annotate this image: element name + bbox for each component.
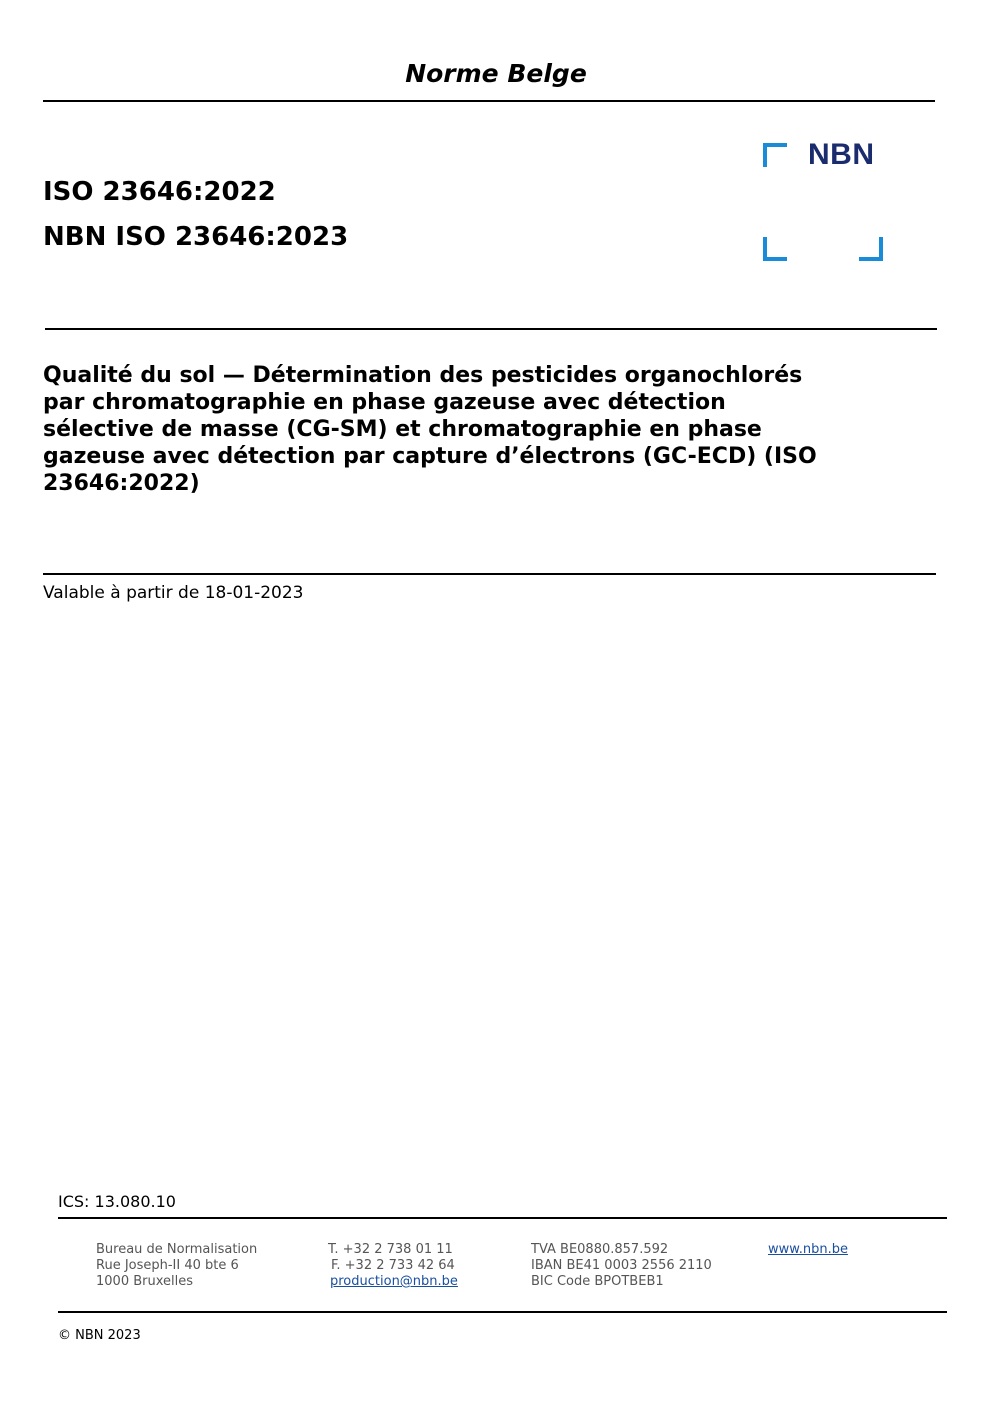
- nbn-logo: [760, 140, 886, 264]
- copyright-notice: © NBN 2023: [58, 1328, 141, 1343]
- footer-website: [768, 1242, 848, 1258]
- logo-corner-top-left: [763, 143, 787, 167]
- address-line: 1000 Bruxelles: [96, 1274, 194, 1289]
- footer-address: [96, 1242, 257, 1290]
- logo-corner-bottom-left: [763, 237, 787, 261]
- title-top-divider: [45, 328, 937, 330]
- fax-number: F. +32 2 733 42 64: [331, 1258, 455, 1273]
- ics-code: ICS: 13.080.10: [58, 1192, 176, 1211]
- document-title-line: sélective de masse (CG-SM) et chromatographie en phase: [43, 417, 762, 442]
- bic-code: BIC Code BPOTBEB1: [531, 1274, 664, 1289]
- document-title-line: gazeuse avec détection par capture d’électrons (GC-ECD) (ISO: [43, 444, 817, 469]
- footer-bank: [531, 1242, 712, 1290]
- logo-corner-bottom-right: [859, 237, 883, 261]
- phone-number: T. +32 2 738 01 11: [328, 1242, 453, 1257]
- address-line: Bureau de Normalisation: [96, 1242, 258, 1257]
- website-link[interactable]: www.nbn.be: [768, 1242, 848, 1257]
- document-title-line: 23646:2022): [43, 471, 200, 496]
- document-title-line: Qualité du sol — Détermination des pesticides organochlorés: [43, 363, 803, 388]
- footer-bottom-divider: [58, 1311, 947, 1313]
- footer-top-divider: [58, 1217, 947, 1219]
- iso-standard-number: ISO 23646:2022: [43, 177, 276, 207]
- address-line: Rue Joseph-II 40 bte 6: [96, 1258, 239, 1273]
- vat-number: TVA BE0880.857.592: [531, 1242, 669, 1257]
- footer-contact: [328, 1242, 458, 1290]
- header-divider: [43, 100, 935, 102]
- nbn-standard-number: NBN ISO 23646:2023: [43, 222, 349, 252]
- validity-date: Valable à partir de 18-01-2023: [43, 583, 304, 603]
- logo-wordmark: NBN: [808, 138, 875, 171]
- page-header-title: Norme Belge: [405, 59, 587, 88]
- document-title: [43, 362, 883, 497]
- title-bottom-divider: [43, 573, 936, 575]
- document-title-line: par chromatographie en phase gazeuse avec détection: [43, 390, 726, 415]
- iban-number: IBAN BE41 0003 2556 2110: [531, 1258, 712, 1273]
- email-link[interactable]: production@nbn.be: [330, 1274, 458, 1289]
